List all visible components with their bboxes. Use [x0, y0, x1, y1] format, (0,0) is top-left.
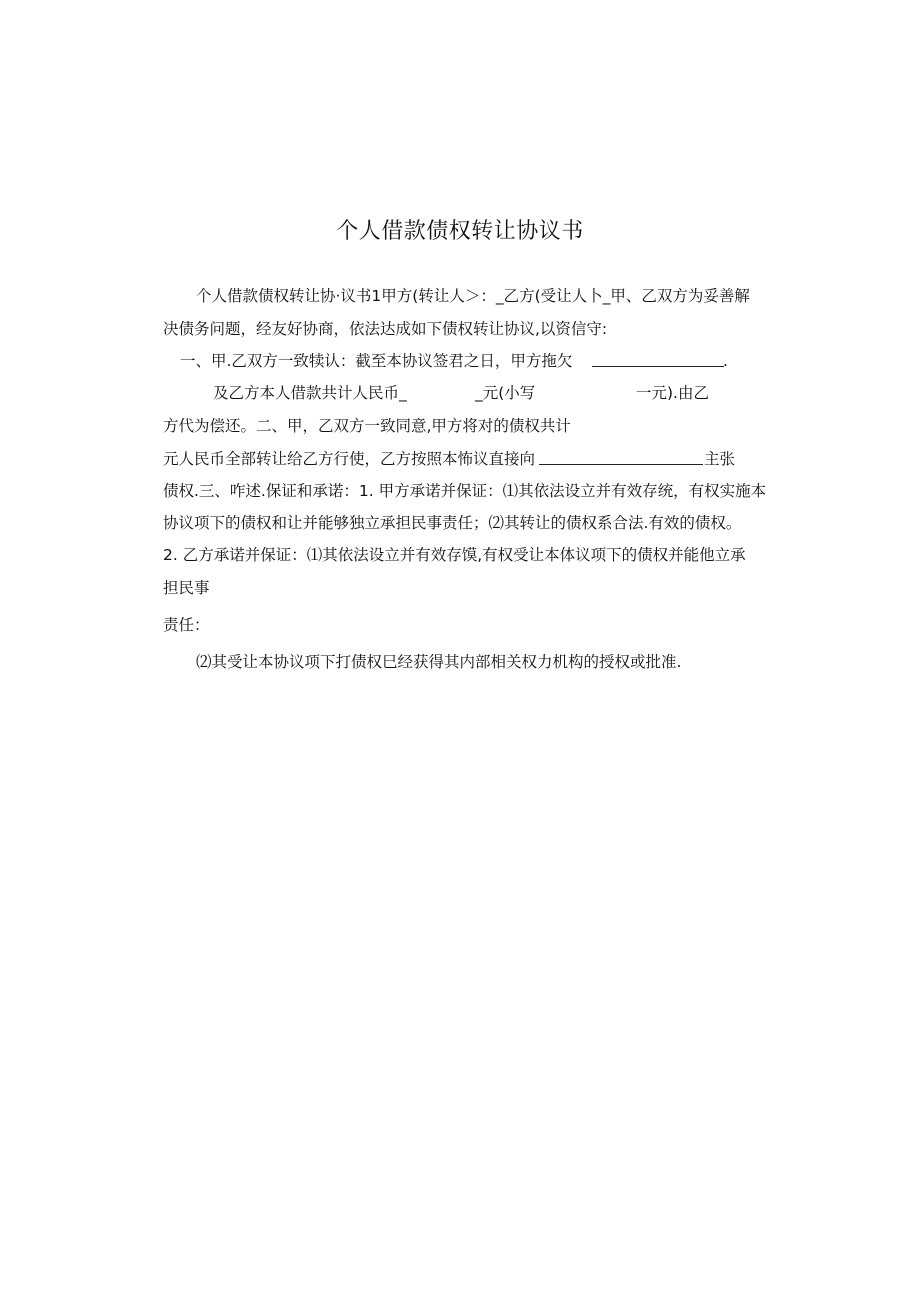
amount-text-lowercase: _元(小写 — [475, 384, 536, 402]
paragraph-line-2: 决债务问题，经友好协商，依法达成如下债权转让协议,以资信守: — [163, 320, 608, 338]
paragraph-line-9: 2. 乙方承诺并保证：⑴其依法设立并有效存馍,有权受让本体议项下的债权并能他立承 — [163, 546, 746, 564]
transfer-text: 元人民币全部转让给乙方行使，乙方按照本怖议直接向 — [163, 450, 536, 468]
paragraph-line-1: 个人借款债权转让协·议书1甲方(转让人＞：_乙方(受让人卜_甲、乙双方为妥善解 — [196, 287, 750, 305]
paragraph-line-11: 责任： — [163, 616, 210, 634]
transfer-claim: 主张 — [704, 450, 736, 468]
paragraph-line-10: 担民事 — [163, 579, 210, 597]
fill-in-blank — [539, 464, 703, 465]
paragraph-line-5: 方代为偿还。二、甲，乙双方一致同意,甲方将对的债权共计 — [163, 417, 571, 435]
paragraph-line-7: 债权.三、咋述.保证和承诺：1. 甲方承诺并保证：⑴其依法设立并有效存统，有权实施本 — [163, 482, 767, 500]
transfer-line — [163, 447, 763, 471]
fill-in-blank — [592, 366, 724, 367]
paragraph-line-12: ⑵其受让本协议项下打债权巳经获得其内部相关权力机构的授权或批准. — [196, 653, 682, 671]
clause-one-line — [180, 349, 740, 373]
amount-text-repay: 一元).由乙 — [636, 384, 709, 402]
clause-one-period: . — [723, 352, 728, 370]
document-title: 个人借款债权转让协议书 — [336, 219, 584, 244]
paragraph-line-8: 协议项下的债权和让并能够独立承担民事责任；⑵其转让的债权系合法.有效的债权。 — [163, 514, 742, 532]
amount-line — [213, 381, 713, 405]
clause-one-text: 一、甲.乙双方一致犊认：截至本协议签君之日，甲方拖欠 — [180, 352, 573, 370]
amount-text-rmb: 及乙方本人借款共计人民币_ — [213, 384, 407, 402]
